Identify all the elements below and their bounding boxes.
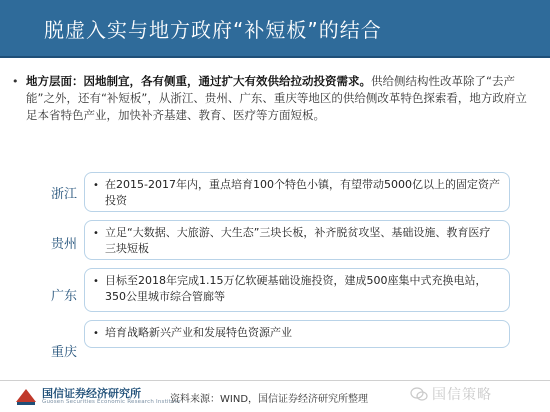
row-text: 在2015-2017年内，重点培育100个特色小镇，有望带动5000亿以上的固定资产投资: [105, 178, 500, 207]
row-text: 立足“大数据、大旅游、大生态”三块长板，补齐脱贫攻坚、基础设施、教育医疗三块短板: [105, 226, 491, 255]
row-bullet: •: [93, 180, 99, 191]
row-guangdong: [84, 268, 510, 312]
row-text: 目标至2018年完成1.15万亿软硬基础设施投资，建成500座集中式充换电站，350公里城市综合管廊等: [105, 274, 487, 303]
region-label-guangdong: 广东: [48, 278, 80, 310]
region-label-zhejiang: 浙江: [48, 176, 80, 208]
row-zhejiang: [84, 172, 510, 212]
org-subtitle: Guosen Securities Economic Research Institute: [42, 399, 181, 405]
region-label-guizhou: 贵州: [48, 226, 80, 258]
intro-body: 供给侧结构性改革除了“去产能”之外，还有“补短板”，从浙江、贵州、广东、重庆等地区的供给侧改革特色探索看，地方政府立足本省特色产业，加快补齐基建、教育、医疗等方面短板。: [26, 74, 527, 122]
intro-paragraph: [12, 73, 532, 124]
org-name: 国信证券经济研究所: [42, 387, 141, 400]
source-note: 资料来源：WIND，国信证券经济研究所整理: [170, 394, 369, 405]
row-bullet: •: [93, 228, 99, 239]
guosen-logo-icon: [14, 386, 38, 406]
row-chongqing: [84, 320, 510, 348]
intro-bullet: •: [12, 75, 19, 88]
page-title: 脱虚入实与地方政府“补短板”的结合: [44, 18, 382, 42]
row-guizhou: [84, 220, 510, 260]
row-text: 培育战略新兴产业和发展特色资源产业: [105, 326, 292, 339]
footer-divider: [0, 380, 550, 381]
title-bar: [0, 0, 550, 58]
intro-lead: 地方层面：因地制宜，各有侧重，通过扩大有效供给拉动投资需求。: [26, 74, 371, 88]
watermark-text: 国信策略: [432, 387, 492, 403]
row-bullet: •: [93, 328, 99, 339]
region-label-chongqing: 重庆: [48, 334, 80, 366]
wechat-icon: [410, 386, 428, 402]
row-bullet: •: [93, 276, 99, 287]
